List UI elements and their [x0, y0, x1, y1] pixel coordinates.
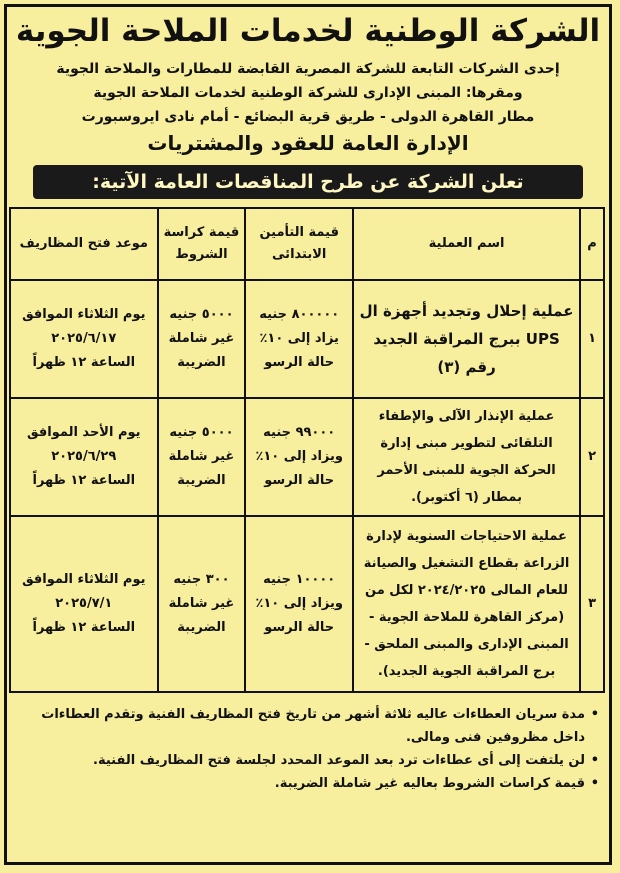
- row-index: ٢: [580, 398, 604, 516]
- row-booklet: [158, 280, 246, 398]
- insurance-note: ويزاد إلى ١٠٪ حالة الرسو: [255, 596, 343, 635]
- company-title: الشركة الوطنية لخدمات الملاحة الجوية: [15, 13, 601, 49]
- department-title: الإدارة العامة للعقود والمشتريات: [147, 131, 469, 155]
- row-opening: [10, 516, 158, 692]
- booklet-note: غير شاملة الضريبة: [168, 449, 235, 488]
- header-booklet: قيمة كراسة الشروط: [158, 208, 246, 280]
- booklet-note: غير شاملة الضريبة: [168, 331, 235, 370]
- row-insurance: [245, 516, 353, 692]
- opening-date: ٢٠٢٥/٦/١٧: [51, 331, 117, 346]
- intro-line: إحدى الشركات التابعة للشركة المصرية القابضة للمطارات والملاحة الجوية: [56, 61, 560, 77]
- booklet-amount: ٥٠٠٠ جنيه: [169, 307, 234, 322]
- row-index: ١: [580, 280, 604, 398]
- notes-list: [13, 703, 599, 795]
- table-header-row: [10, 208, 604, 280]
- row-booklet: [158, 398, 246, 516]
- row-booklet: [158, 516, 246, 692]
- opening-time: الساعة ١٢ ظهراً: [32, 620, 136, 635]
- table-row: [10, 516, 604, 692]
- opening-date: ٢٠٢٥/٧/١: [55, 596, 113, 611]
- booklet-amount: ٣٠٠ جنيه: [173, 572, 230, 587]
- row-operation: عملية الإنذار الآلى والإطفاء التلقائى لتطوير مبنى إدارة الحركة الجوية للمبنى الأحمر بمطار (٦ أكتوبر).: [353, 398, 580, 516]
- row-opening: [10, 398, 158, 516]
- opening-time: الساعة ١٢ ظهراً: [32, 355, 136, 370]
- row-insurance: [245, 280, 353, 398]
- note-item: • قيمة كراسات الشروط بعاليه غير شاملة الضريبة.: [13, 772, 599, 795]
- row-operation: عملية إحلال وتجديد أجهزة ال UPS ببرج المراقبة الجديد رقم (٣): [353, 280, 580, 398]
- table-row: [10, 398, 604, 516]
- row-opening: [10, 280, 158, 398]
- table-row: [10, 280, 604, 398]
- row-index: ٣: [580, 516, 604, 692]
- tender-announcement: [4, 4, 612, 865]
- header-opening: موعد فتح المظاريف: [10, 208, 158, 280]
- intro-text: [7, 57, 609, 129]
- intro-line: مطار القاهرة الدولى - طريق قرية البضائع - أمام نادى ايروسبورت: [81, 109, 535, 125]
- header-operation: اسم العملية: [353, 208, 580, 280]
- note-item: • مدة سريان العطاءات عاليه ثلاثة أشهر من تاريخ فتح المظاريف الفنية وتقدم العطاءات داخل مظروفين فنى ومالى.: [13, 703, 599, 749]
- note-item: • لن يلتفت إلى أى عطاءات ترد بعد الموعد المحدد لجلسة فتح المظاريف الفنية.: [13, 749, 599, 772]
- row-insurance: [245, 398, 353, 516]
- opening-time: الساعة ١٢ ظهراً: [32, 473, 136, 488]
- intro-line: ومقرها: المبنى الإدارى للشركة الوطنية لخدمات الملاحة الجوية: [93, 85, 523, 101]
- tenders-table: [9, 207, 605, 693]
- insurance-note: يزاد إلى ١٠٪ حالة الرسو: [259, 331, 339, 370]
- opening-day: يوم الثلاثاء الموافق: [22, 307, 146, 322]
- announcement-banner: تعلن الشركة عن طرح المناقصات العامة الآتية:: [33, 165, 583, 199]
- opening-date: ٢٠٢٥/٦/٢٩: [51, 449, 117, 464]
- opening-day: يوم الأحد الموافق: [27, 425, 141, 440]
- opening-day: يوم الثلاثاء الموافق: [22, 572, 146, 587]
- booklet-note: غير شاملة الضريبة: [168, 596, 235, 635]
- row-operation: عملية الاحتياجات السنوية لإدارة الزراعة بقطاع التشغيل والصيانة للعام المالى ٢٠٢٤/٢٠٢٥ لكل من (مركز القاهرة للملاحة الجوية - المبنى الإدارى والمبنى الملحق - برج المراقبة الجوية الجديد).: [353, 516, 580, 692]
- insurance-amount: ٩٩٠٠٠ جنيه: [263, 425, 336, 440]
- insurance-amount: ٨٠٠٠٠٠ جنيه: [259, 307, 340, 322]
- insurance-note: ويزاد إلى ١٠٪ حالة الرسو: [255, 449, 343, 488]
- insurance-amount: ١٠٠٠٠ جنيه: [263, 572, 336, 587]
- booklet-amount: ٥٠٠٠ جنيه: [169, 425, 234, 440]
- header-insurance: قيمة التأمين الابتدائى: [245, 208, 353, 280]
- header-index: م: [580, 208, 604, 280]
